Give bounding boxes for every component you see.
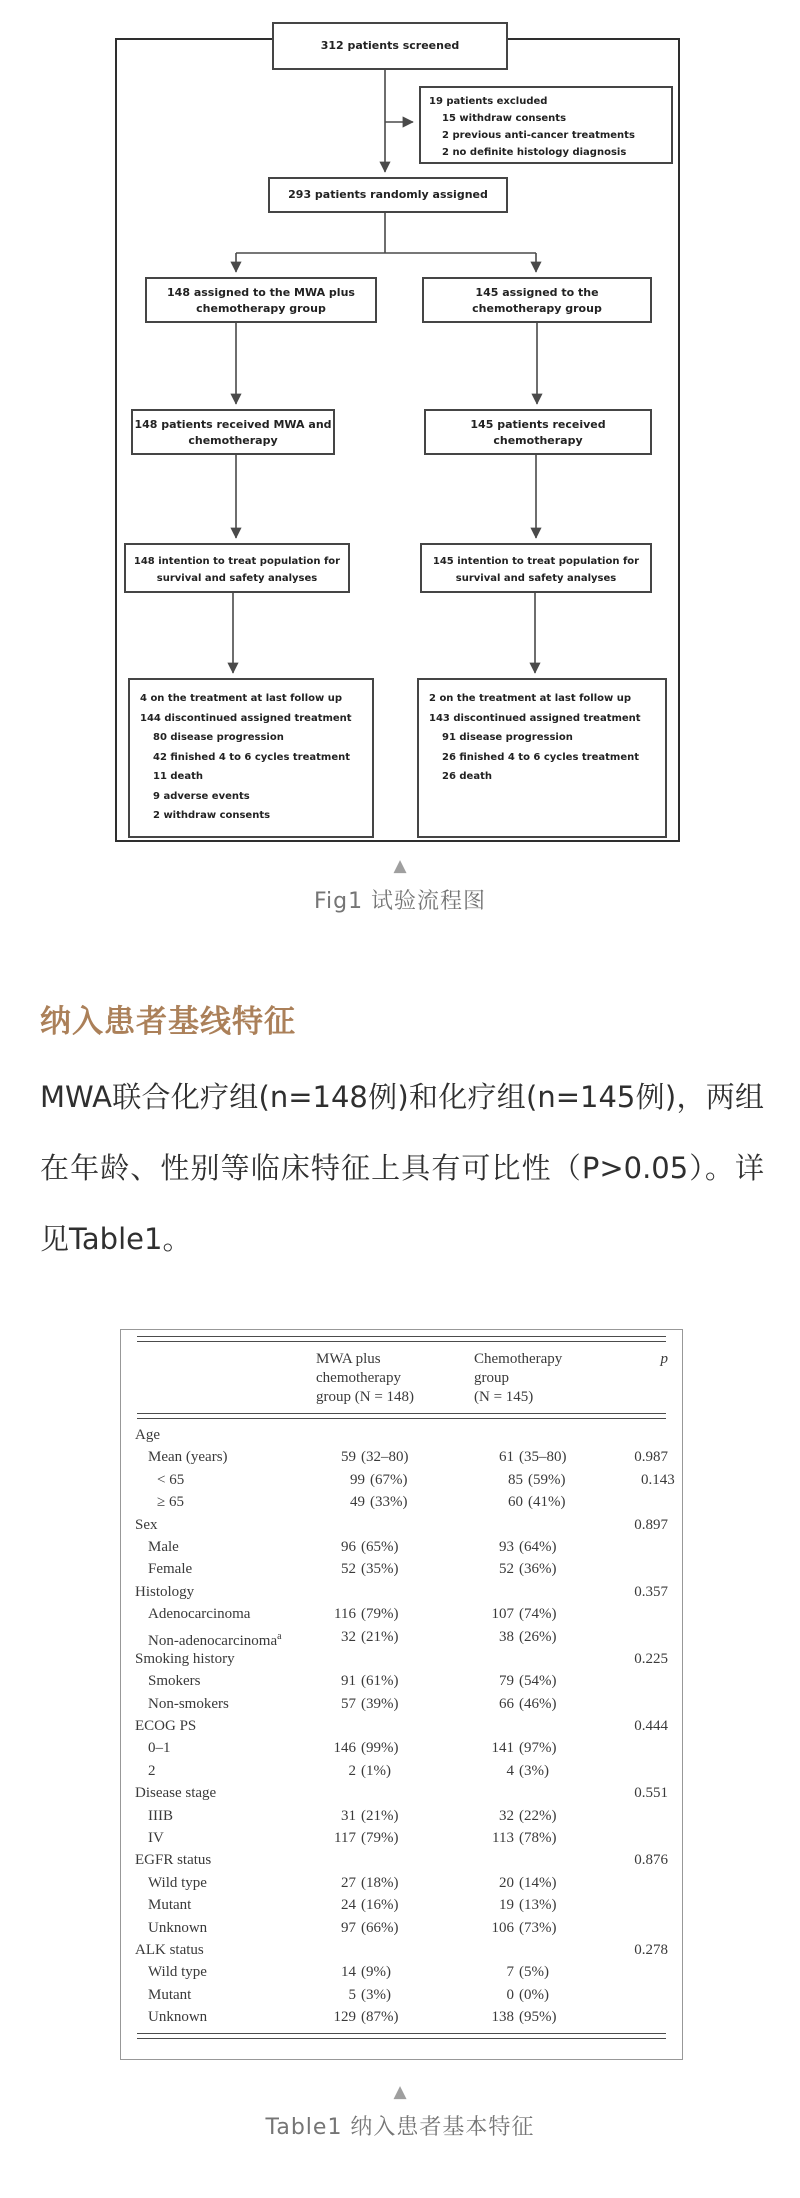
table-row <box>135 1872 668 1894</box>
table-row <box>135 1558 668 1580</box>
flow-box-line: 4 on the treatment at last follow up <box>140 693 343 704</box>
row-label: Mutant <box>148 1986 192 2003</box>
row-label: Sex <box>135 1516 158 1533</box>
table-header-mwa-column <box>316 1350 474 1407</box>
row-value: 138 (95%) <box>491 2009 557 2026</box>
flow-box-line: 2 no definite histology diagnosis <box>442 147 627 158</box>
row-p-value: 0.987 <box>634 1449 668 1466</box>
row-label: Non-smokers <box>148 1695 229 1712</box>
row-value <box>316 1849 474 1871</box>
flow-box-randomized <box>268 177 508 213</box>
row-value: 113 (78%) <box>492 1830 557 1847</box>
row-p-value: 0.551 <box>634 1785 668 1802</box>
row-p-value: 0.278 <box>634 1941 668 1958</box>
flow-box-line: 145 patients received <box>470 418 606 431</box>
flow-box-line: survival and safety analyses <box>455 573 617 584</box>
row-value: 117 (79%) <box>334 1830 399 1847</box>
row-p-value <box>632 1626 668 1648</box>
row-label: Disease stage <box>135 1785 217 1802</box>
flow-box-line: 148 intention to treat population for <box>133 556 341 567</box>
table-header <box>135 1350 668 1407</box>
row-value <box>316 1939 474 1961</box>
row-value: 97 (66%) <box>341 1919 399 1936</box>
flow-box-line: chemotherapy group <box>196 302 326 315</box>
row-value <box>316 1715 474 1737</box>
row-p-value: 0.897 <box>634 1516 668 1533</box>
table-row <box>135 1626 668 1648</box>
row-value: 20 (14%) <box>499 1874 557 1891</box>
row-p-value: 0.357 <box>634 1583 668 1600</box>
row-value: 0 (0%) <box>506 1986 549 2003</box>
flow-box-line: 26 finished 4 to 6 cycles treatment <box>442 751 640 763</box>
table-row <box>135 1894 668 1916</box>
row-label: IIIB <box>148 1807 173 1824</box>
row-value: 66 (46%) <box>499 1695 557 1712</box>
row-value: 19 (13%) <box>499 1897 557 1914</box>
row-value <box>474 1514 619 1536</box>
row-value <box>316 1514 474 1536</box>
row-value: 107 (74%) <box>491 1606 557 1623</box>
row-value: 32 (21%) <box>341 1628 399 1645</box>
row-label: ALK status <box>135 1941 204 1958</box>
row-p-value: 0.876 <box>634 1852 668 1869</box>
table-row <box>135 1648 668 1670</box>
row-value <box>316 1648 474 1670</box>
flow-box-line: chemotherapy <box>493 434 583 447</box>
flow-box-line: 145 intention to treat population for <box>432 556 640 567</box>
flow-box-chemo-assigned <box>422 277 652 323</box>
row-value: 146 (99%) <box>333 1740 399 1757</box>
row-label: Mutant <box>148 1897 192 1914</box>
table-row <box>135 1782 668 1804</box>
row-value: 79 (54%) <box>499 1673 557 1690</box>
flow-box-line: 19 patients excluded <box>429 96 548 107</box>
row-value <box>316 1782 474 1804</box>
row-p-value <box>619 1424 668 1446</box>
flow-box-excluded <box>419 86 673 164</box>
flow-box-line: 2 withdraw consents <box>153 810 271 821</box>
table-row <box>135 1939 668 1961</box>
row-label: Female <box>148 1561 193 1578</box>
flow-box-line: 91 disease progression <box>442 732 573 743</box>
flow-box-line: 2 on the treatment at last follow up <box>429 693 632 704</box>
flow-box-chemo-itt <box>420 543 652 593</box>
row-label: Smokers <box>148 1673 201 1690</box>
row-p-value <box>632 1558 668 1580</box>
flow-box-line: 143 discontinued assigned treatment <box>429 712 641 724</box>
row-label: 0–1 <box>148 1740 171 1757</box>
flow-box-line: chemotherapy <box>188 434 278 447</box>
table-row <box>135 1670 668 1692</box>
row-label: Unknown <box>148 2009 208 2026</box>
row-value: 14 (9%) <box>341 1964 391 1981</box>
table-caption: Table1 纳入患者基本特征 <box>265 2115 535 2140</box>
row-value <box>474 1715 619 1737</box>
table-row <box>135 1760 668 1782</box>
flow-box-line: 15 withdraw consents <box>442 113 567 124</box>
table-header-p-column: p <box>660 1351 668 1367</box>
flow-box-line: 312 patients screened <box>320 39 460 52</box>
row-value: 4 (3%) <box>506 1762 549 1779</box>
row-value: 57 (39%) <box>341 1695 399 1712</box>
table-bottom-rule <box>137 2033 666 2039</box>
flow-box-line: 11 death <box>153 771 203 782</box>
row-value <box>316 1581 474 1603</box>
flow-box-line: 26 death <box>442 771 492 782</box>
table-row <box>135 1849 668 1871</box>
row-value <box>474 1424 619 1446</box>
row-label: Wild type <box>148 1874 207 1891</box>
flow-box-line: 42 finished 4 to 6 cycles treatment <box>153 751 351 763</box>
row-p-value: 0.225 <box>634 1650 668 1667</box>
row-label: Unknown <box>148 1919 208 1936</box>
row-p-value <box>632 1984 668 2006</box>
row-value <box>316 1424 474 1446</box>
flow-box-mwa-received <box>131 409 335 455</box>
row-p-value <box>632 1805 668 1827</box>
table-top-rule <box>137 1336 666 1342</box>
table-row <box>135 1737 668 1759</box>
table-body <box>135 1424 675 2029</box>
table-row <box>135 1805 668 1827</box>
row-p-value <box>641 1491 668 1513</box>
row-label: Histology <box>135 1583 195 1600</box>
row-p-value <box>632 1693 668 1715</box>
row-value: 141 (97%) <box>491 1740 557 1757</box>
figure-caption: Fig1 试验流程图 <box>313 889 487 914</box>
table-row <box>135 1514 668 1536</box>
row-p-value <box>632 2006 668 2028</box>
row-p-value <box>632 1536 668 1558</box>
flow-box-line: 148 patients received MWA and <box>134 418 332 431</box>
row-p-value: 0.143 <box>641 1471 675 1488</box>
baseline-table <box>120 1329 683 2060</box>
collapse-triangle-icon[interactable]: ▲ <box>393 2082 407 2102</box>
row-value: 96 (65%) <box>341 1538 399 1555</box>
row-value: 52 (35%) <box>341 1561 399 1578</box>
flow-box-mwa-assigned <box>145 277 377 323</box>
row-value: 31 (21%) <box>341 1807 399 1824</box>
table-row <box>135 1693 668 1715</box>
flow-box-line: 9 adverse events <box>153 790 250 802</box>
row-value: 61 (35–80) <box>499 1449 567 1466</box>
row-p-value <box>632 1760 668 1782</box>
row-value: 99 (67%) <box>350 1471 408 1488</box>
collapse-triangle-icon[interactable]: ▲ <box>393 856 407 876</box>
flow-box-screened <box>272 22 508 70</box>
row-label: ECOG PS <box>135 1718 197 1735</box>
flow-box-line: 80 disease progression <box>153 732 284 743</box>
row-p-value <box>632 1872 668 1894</box>
row-value <box>474 1939 619 1961</box>
row-label: Wild type <box>148 1964 207 1981</box>
header-line: chemotherapy <box>316 1370 401 1386</box>
row-p-value <box>632 1917 668 1939</box>
row-value: 7 (5%) <box>506 1964 549 1981</box>
body-paragraph: MWA联合化疗组(n=148例)和化疗组(n=145例)，两组在年龄、性别等临床特征上具有可比性（P>0.05）。详见Table1。 <box>40 1080 764 1256</box>
consort-flow-diagram <box>0 0 800 860</box>
row-label: EGFR status <box>135 1852 212 1869</box>
row-value: 91 (61%) <box>341 1673 399 1690</box>
row-value <box>474 1849 619 1871</box>
table-row <box>135 1961 668 1983</box>
header-line: group (N = 148) <box>316 1389 415 1405</box>
header-line: Chemotherapy <box>474 1351 563 1367</box>
flow-box-line: 148 assigned to the MWA plus <box>167 286 355 299</box>
row-p-value <box>632 1894 668 1916</box>
table-row <box>135 1827 668 1849</box>
table-header-chemo-column <box>474 1350 619 1407</box>
table-row <box>135 1424 668 1446</box>
row-value: 116 (79%) <box>334 1606 399 1623</box>
row-value: 52 (36%) <box>499 1561 557 1578</box>
row-value: 59 (32–80) <box>341 1449 409 1466</box>
row-value: 5 (3%) <box>348 1986 391 2003</box>
row-value: 49 (33%) <box>350 1494 408 1511</box>
row-label: IV <box>148 1830 164 1847</box>
row-p-value <box>632 1737 668 1759</box>
row-value: 129 (87%) <box>333 2009 399 2026</box>
flow-box-line: 293 patients randomly assigned <box>288 188 488 201</box>
flow-box-line: survival and safety analyses <box>156 573 318 584</box>
row-p-value <box>632 1603 668 1625</box>
row-label: Smoking history <box>135 1650 235 1667</box>
table-row <box>135 1984 668 2006</box>
row-p-value <box>632 1827 668 1849</box>
table-row <box>135 1446 668 1468</box>
flow-box-line: 145 assigned to the <box>475 286 599 299</box>
row-value: 60 (41%) <box>508 1494 566 1511</box>
row-p-value: 0.444 <box>634 1718 668 1735</box>
flow-box-chemo-outcome <box>417 678 667 838</box>
flow-box-line: 2 previous anti-cancer treatments <box>442 130 635 141</box>
table-row <box>135 2006 668 2028</box>
table-row <box>135 1603 668 1625</box>
row-label: Adenocarcinoma <box>148 1606 251 1623</box>
section-heading: 纳入患者基线特征 <box>40 1004 296 1040</box>
header-line: MWA plus <box>316 1351 381 1367</box>
header-line: group <box>474 1370 509 1386</box>
row-value <box>474 1782 619 1804</box>
flow-box-mwa-outcome <box>128 678 374 838</box>
row-value <box>474 1581 619 1603</box>
flow-box-mwa-itt <box>124 543 350 593</box>
row-value: 93 (64%) <box>499 1538 557 1555</box>
row-label: Mean (years) <box>148 1449 228 1466</box>
row-label: 2 <box>148 1762 156 1779</box>
header-line: (N = 145) <box>474 1389 534 1405</box>
row-value: 32 (22%) <box>499 1807 557 1824</box>
table-row <box>135 1536 668 1558</box>
table-header-rule <box>137 1413 666 1419</box>
row-value: 2 (1%) <box>348 1762 391 1779</box>
row-p-value <box>632 1961 668 1983</box>
table-header-spacer <box>135 1350 316 1407</box>
table-row <box>135 1469 675 1491</box>
row-label: < 65 <box>157 1471 185 1488</box>
table-row <box>135 1715 668 1737</box>
row-label: Age <box>135 1427 160 1443</box>
flow-box-line: 144 discontinued assigned treatment <box>140 712 352 724</box>
row-value <box>474 1648 619 1670</box>
row-label: Male <box>148 1538 179 1555</box>
table-row <box>135 1491 668 1513</box>
flow-box-chemo-received <box>424 409 652 455</box>
row-label: ≥ 65 <box>157 1494 184 1511</box>
table-row <box>135 1917 668 1939</box>
row-p-value <box>632 1670 668 1692</box>
row-value: 106 (73%) <box>491 1919 557 1936</box>
flow-box-line: chemotherapy group <box>472 302 602 315</box>
row-value: 27 (18%) <box>341 1874 399 1891</box>
row-value: 24 (16%) <box>341 1897 399 1914</box>
row-value: 85 (59%) <box>508 1471 566 1488</box>
row-label: Non-adenocarcinoma$^a$ <box>148 1630 282 1649</box>
table-row <box>135 1581 668 1603</box>
row-value: 38 (26%) <box>499 1628 557 1645</box>
